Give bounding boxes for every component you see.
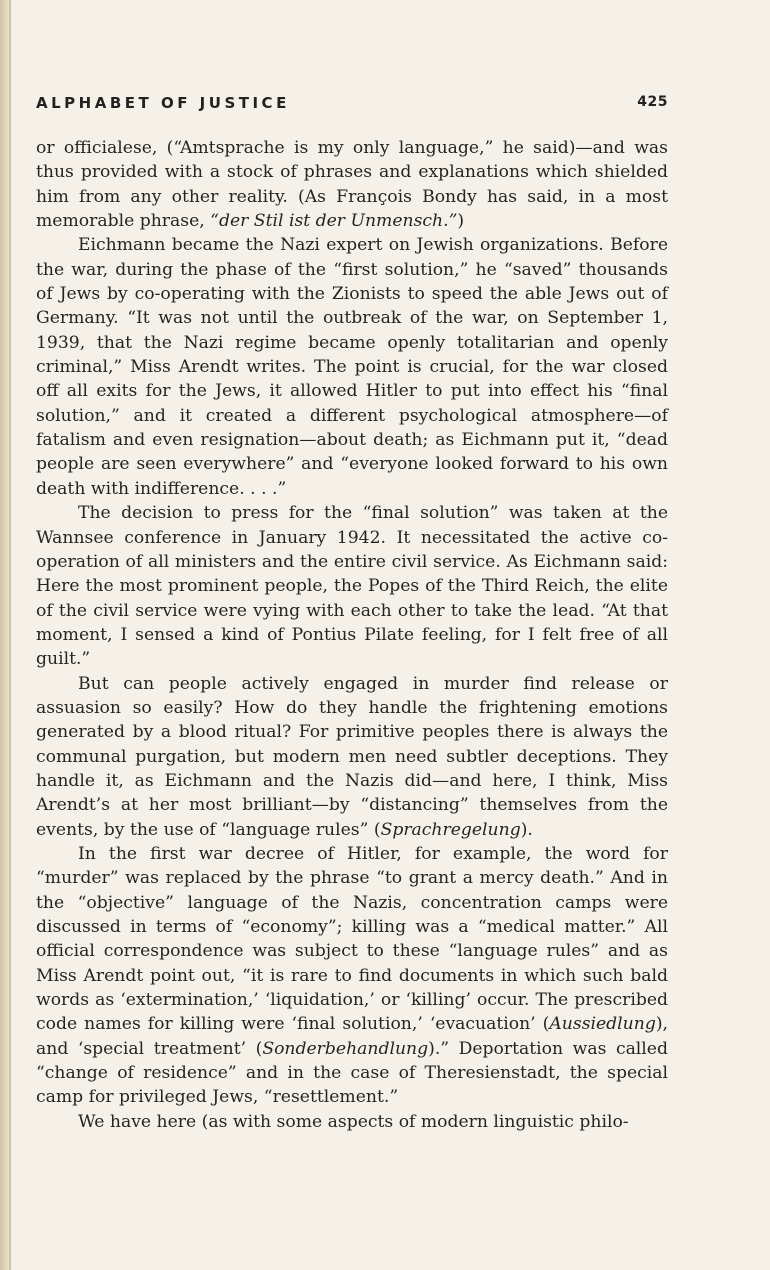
paragraph bbox=[36, 501, 668, 671]
italic-text-run: Sonderbehandlung bbox=[262, 1038, 429, 1059]
paragraph bbox=[36, 233, 668, 501]
text-run: or officialese, (“Amtsprache is my only language,” he said)—and was thus provided with a stock of phrases and explanations which shielded him from any other reality. (As François Bondy has said, in a most memorable phrase, bbox=[36, 138, 668, 232]
text-run: We have here (as with some aspects of modern linguistic philo- bbox=[78, 1111, 629, 1132]
page-number: 425 bbox=[637, 94, 668, 110]
text-run: ). bbox=[520, 819, 533, 840]
paragraph bbox=[36, 672, 668, 842]
italic-text-run: “der Stil ist der Unmensch.” bbox=[210, 211, 458, 232]
running-title: ALPHABET OF JUSTICE bbox=[36, 94, 290, 112]
running-head bbox=[36, 90, 668, 116]
binding-edge-line bbox=[9, 0, 11, 1270]
text-run: In the first war decree of Hitler, for example, the word for “murder” was replaced by the phrase “to grant a mercy death.” And in the “objective” language of the Nazis, concentration camps were discussed in terms of “economy”; killing was a “medical matter.” All official correspondence was subject to these “language rules” and as Miss Arendt point out, “it is rare to find documents in which such bald words as ‘extermination,’ ‘liquidation,’ or ‘killing’ occur. The prescribed code names for killing were ‘final solution,’ ‘evacuation’ ( bbox=[36, 843, 668, 1035]
paragraph bbox=[36, 136, 668, 233]
text-run: But can people actively engaged in murder find release or assuasion so easily? How do they handle the frightening emotions generated by a blood ritual? For primitive peoples there is always the communal purgation, but modern men need subtler deceptions. They handle it, as Eichmann and the Nazis did—and here, I think, Miss Arendt’s at her most brilliant—by “distancing” themselves from the events, by the use of “language rules” ( bbox=[36, 673, 668, 840]
text-run: ) bbox=[457, 211, 465, 232]
text-run: ).” Deportation was called “change of residence” and in the case of Theresienstadt, the special camp for privileged Jews, “resettlement.” bbox=[36, 1038, 668, 1108]
text-run: ), and ‘special treatment’ ( bbox=[36, 1014, 668, 1059]
paragraph bbox=[36, 1110, 668, 1134]
body-text bbox=[36, 136, 668, 1134]
text-run: The decision to press for the “final solution” was taken at the Wannsee conference in January 1942. It necessitated the active co-operation of all ministers and the entire civil service. As Eichmann said: Here the most prominent people, the Popes of the Third Reich, the elite of the civil service were vying with each other to take the lead. “At that moment, I sensed a kind of Pontius Pilate feeling, for I felt free of all guilt.” bbox=[36, 503, 668, 670]
italic-text-run: Aussiedlung bbox=[549, 1014, 656, 1035]
text-run: Eichmann became the Nazi expert on Jewish organizations. Before the war, during the phase of the “first solution,” he “saved” thousands of Jews by co-operating with the Zionists to speed the able Jews out of Germany. “It was not until the outbreak of the war, on September 1, 1939, that the Nazi regime became openly totalitarian and openly criminal,” Miss Arendt writes. The point is crucial, for the war closed off all exits for the Jews, it allowed Hitler to put into effect his “final solution,” and it created a different psychological atmosphere—of fatalism and even resignation—about death; as Eichmann put it, “dead people are seen everywhere” and “everyone looked forward to his own death with indifference. . . .” bbox=[36, 235, 668, 499]
italic-text-run: Sprachregelung bbox=[380, 819, 521, 840]
paragraph bbox=[36, 842, 668, 1110]
